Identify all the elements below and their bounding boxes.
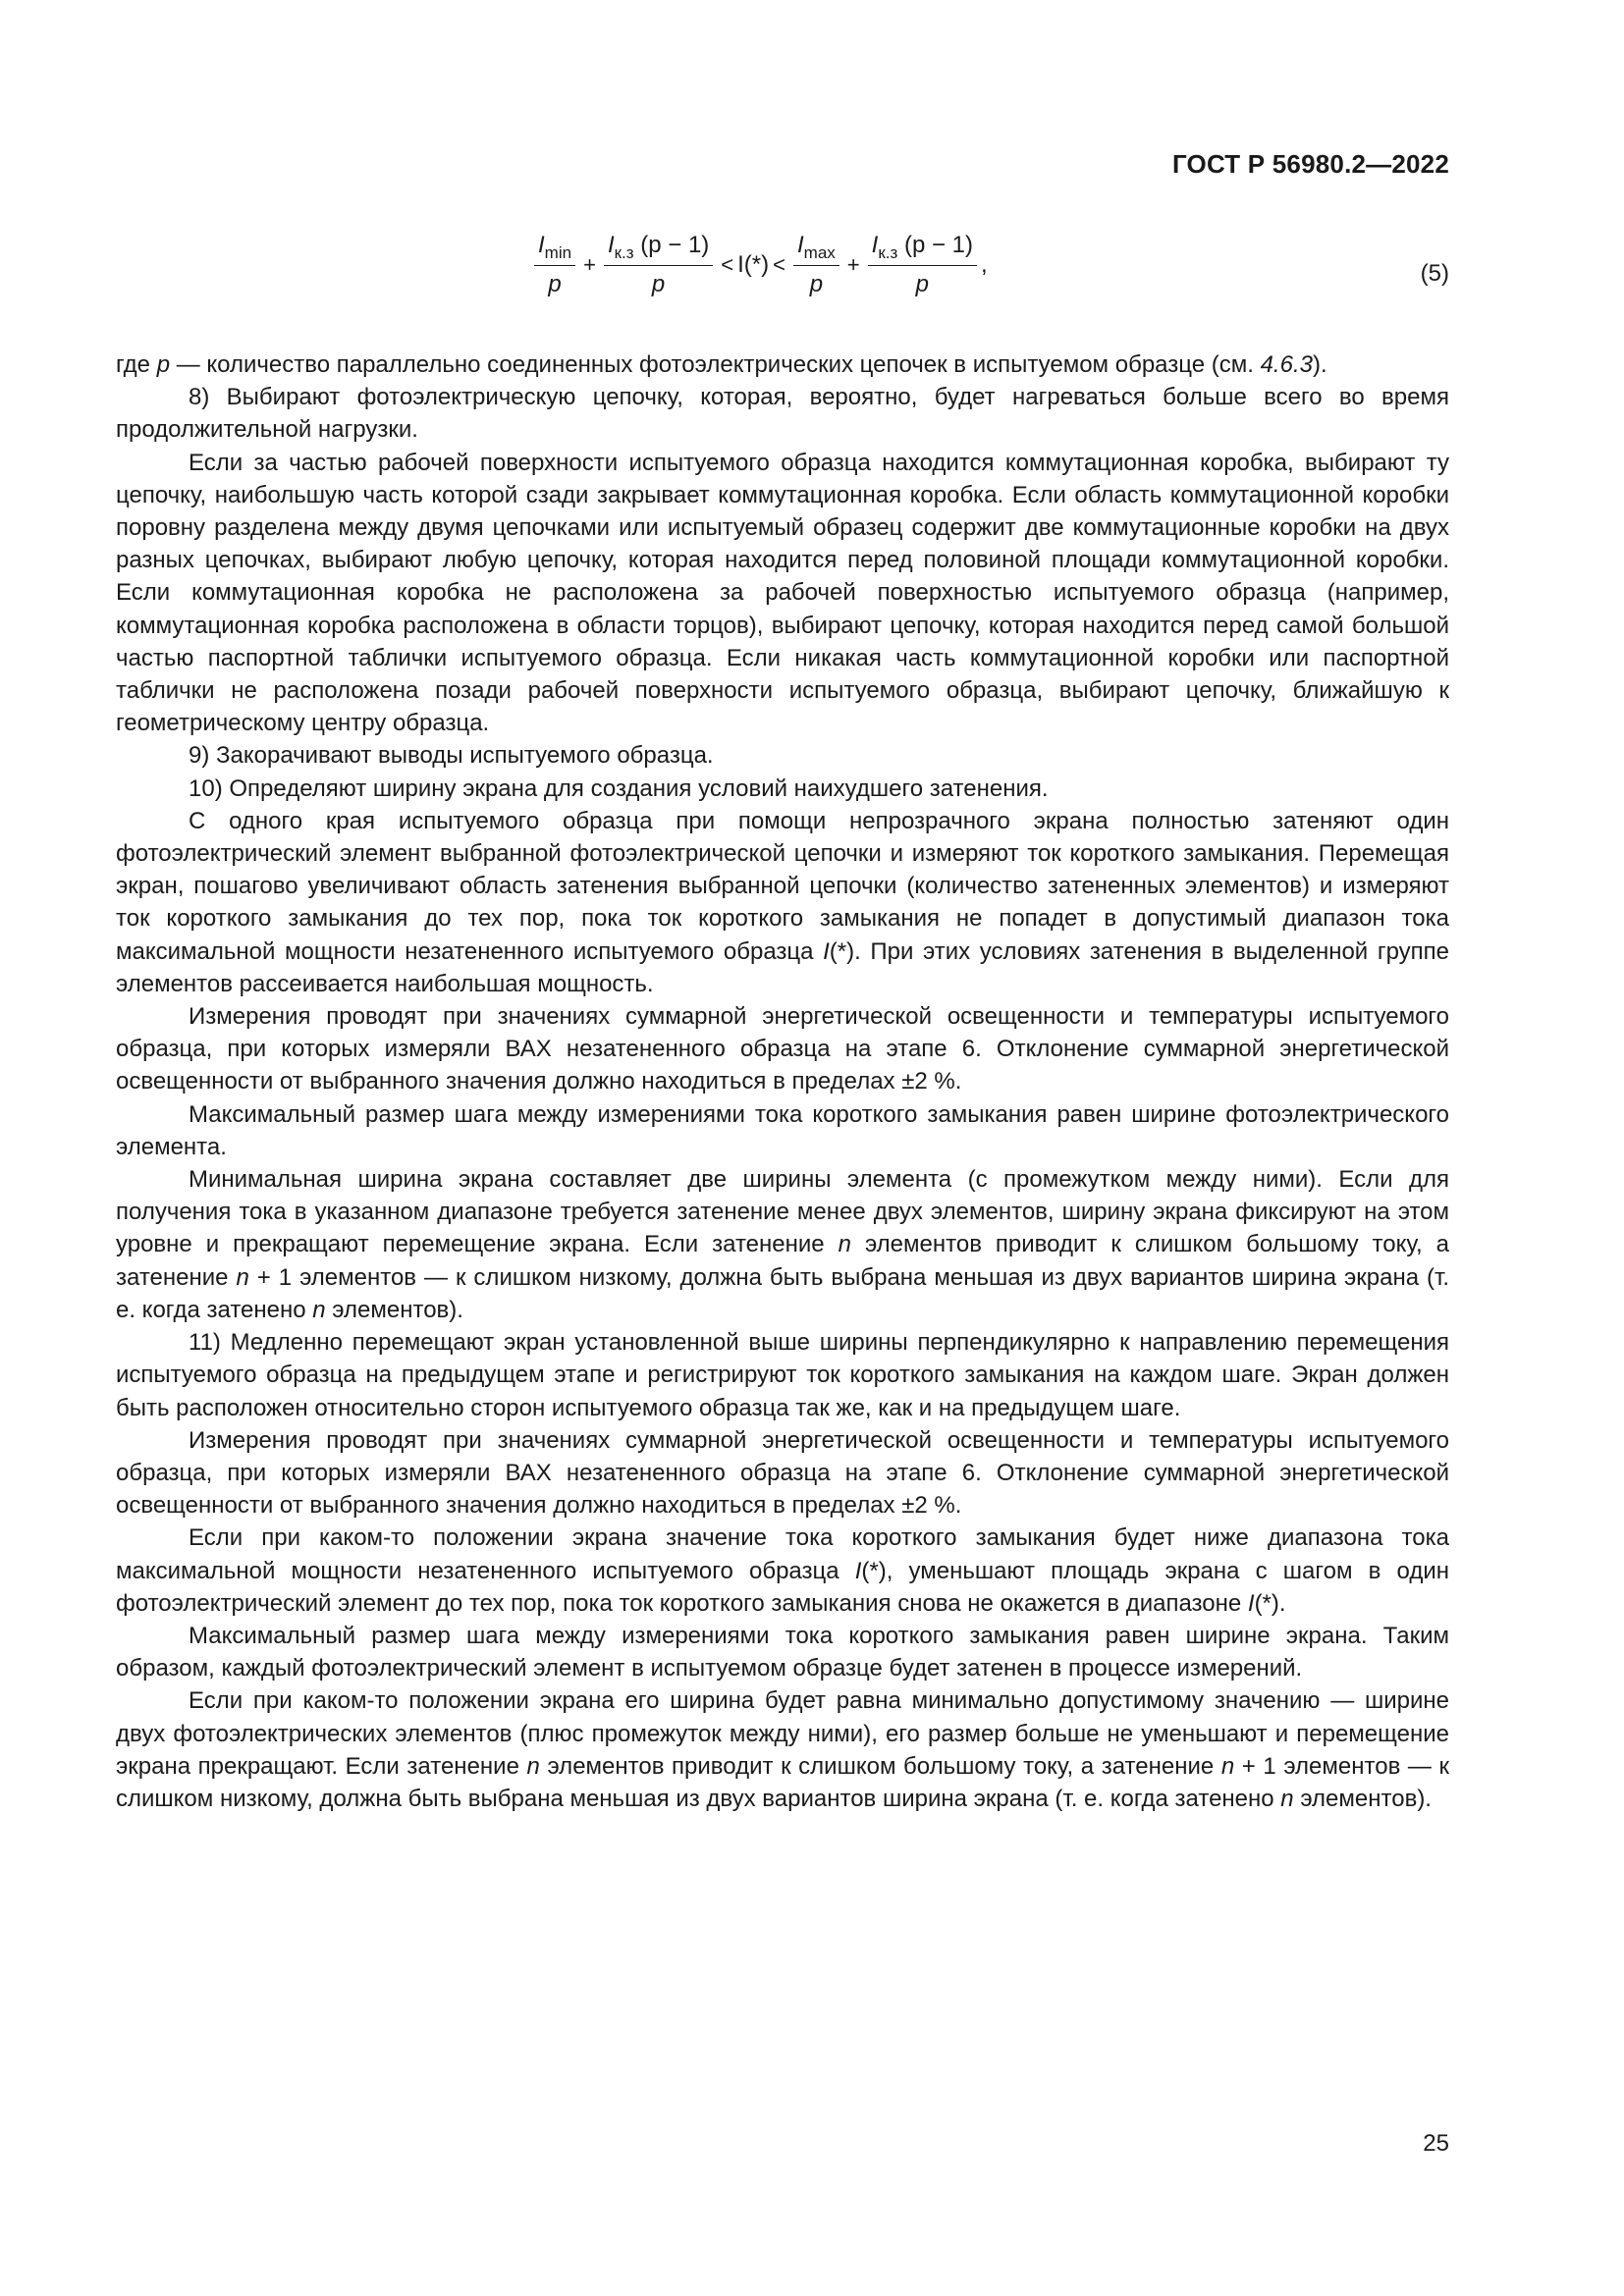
paragraph-step-size: Максимальный размер шага между измерениями тока короткого замыкания равен ширине фотоэлектрического элемента.: [116, 1100, 1449, 1160]
fraction-i-sc-left: $\frac{I_{к.з} (p - 1)}{p}$: [604, 232, 713, 298]
paragraph-measurement-conditions-2: Измерения проводят при значениях суммарной энергетической освещенности и температуры испытуемого образца, при которых измеряли ВАХ незатененного образца на этапе 6. Отклонение суммарной энергетической освещенности от выбранного значения должно находиться в пределах ±2 %.: [116, 1426, 1449, 1520]
page-number: 25: [1423, 2130, 1449, 2157]
paragraph-step-9: 9) Закорачивают выводы испытуемого образца.: [189, 742, 714, 770]
paragraph-shading-procedure: С одного края испытуемого образца при помощи непрозрачного экрана полностью затеняют один фотоэлектрический элемент выбранной фотоэлектрической цепочки и измеряют ток короткого замыкания. Перемещая экран, пошагово увеличивают область затенения выбранной цепочки (количество затененных элементов) и измеряют ток короткого замыкания до тех пор, пока ток короткого замыкания не попадет в допустимый диапазон тока максимальной мощности незатененного испытуемого образца I(*). При этих условиях затенения в выделенной группе элементов рассеивается наибольшая мощность.: [116, 807, 1449, 997]
paragraph-reduce-area: Если при каком-то положении экрана значение тока короткого замыкания будет ниже диапазона тока максимальной мощности незатененного испытуемого образца I(*), уменьшают площадь экрана с шагом в один фотоэлектрический элемент до тех пор, пока ток короткого замыкания снова не окажется в диапазоне I(*).: [116, 1524, 1449, 1617]
paragraph-junction-box: Если за частью рабочей поверхности испытуемого образца находится коммутационная коробка, выбирают ту цепочку, наибольшую часть которой сзади закрывает коммутационная коробка. Если область коммутационной коробки поровну разделена между двумя цепочками или испытуемый образец содержит две коммутационные коробки на двух разных цепочках, выбирают любую цепочку, которая находится перед половиной площади коммутационной коробки. Если коммутационная коробка не расположена за рабочей поверхностью испытуемого образца (например, коммутационная коробка расположена в области торцов), выбирают цепочку, которая находится перед самой большой частью паспортной таблички испытуемого образца. Если никакая часть коммутационной коробки или паспортной таблички не расположена позади рабочей поверхности испытуемого образца, выбирают цепочку, ближайшую к геометрическому центру образца.: [116, 449, 1449, 737]
fraction-i-max: $\frac{I_{max}}{p}$: [793, 232, 839, 298]
fraction-i-min: $\frac{I_{min}}{p}$: [534, 232, 575, 298]
current-i-star: I(*): [737, 250, 770, 278]
document-body: [116, 348, 1449, 1815]
plus-sign: +: [583, 251, 596, 277]
formula-5: [530, 232, 988, 298]
fraction-i-sc-right: $\frac{I_{к.з} (p - 1)}{p}$: [868, 232, 977, 298]
paragraph-minimum-width: Минимальная ширина экрана составляет две ширины элемента (с промежутком между ними). Если для получения тока в указанном диапазоне требуется затенение менее двух элементов, ширину экрана фиксируют на этом уровне и прекращают перемещение экрана. Если затенение n элементов приводит к слишком большому току, а затенение n + 1 элементов — к слишком низкому, должна быть выбрана меньшая из двух вариантов ширина экрана (т. е. когда затенено n элементов).: [116, 1166, 1449, 1323]
paragraph-minimum-width-stop: Если при каком-то положении экрана его ширина будет равна минимально допустимому значению — ширине двух фотоэлектрических элементов (плюс промежуток между ними), его размер больше не уменьшают и перемещение экрана прекращают. Если затенение n элементов приводит к слишком большому току, а затенение n + 1 элементов — к слишком низкому, должна быть выбрана меньшая из двух вариантов ширина экрана (т. е. когда затенено n элементов).: [116, 1687, 1449, 1812]
equation-number: (5): [1420, 260, 1449, 287]
document-code-header: ГОСТ Р 56980.2—2022: [1171, 149, 1449, 179]
paragraph-step-size-screen: Максимальный размер шага между измерениями тока короткого замыкания равен ширине экрана. Таким образом, каждый фотоэлектрический элемент в испытуемом образце будет затенен в процессе измерений.: [116, 1622, 1449, 1682]
paragraph-measurement-conditions: Измерения проводят при значениях суммарной энергетической освещенности и температуры испытуемого образца, при которых измеряли ВАХ незатененного образца на этапе 6. Отклонение суммарной энергетической освещенности от выбранного значения должно находиться в пределах ±2 %.: [116, 1003, 1449, 1095]
paragraph-step-8: 8) Выбирают фотоэлектрическую цепочку, которая, вероятно, будет нагреваться больше всего во время продолжительной нагрузки.: [116, 384, 1449, 444]
where-clause: где p — количество параллельно соединенных фотоэлектрических цепочек в испытуемом образце (см. 4.6.3).: [116, 351, 1327, 378]
formula-comma: ,: [981, 250, 988, 278]
less-than-sign: <: [773, 251, 785, 277]
paragraph-step-10: 10) Определяют ширину экрана для создания условий наихудшего затенения.: [189, 774, 1049, 802]
less-than-sign: <: [721, 251, 734, 277]
paragraph-step-11: 11) Медленно перемещают экран установленной выше ширины перпендикулярно к направлению перемещения испытуемого образца на предыдущем этапе и регистрируют ток короткого замыкания на каждом шаге. Экран должен быть расположен относительно сторон испытуемого образца так же, как и на предыдущем шаге.: [116, 1329, 1449, 1421]
plus-sign: +: [846, 251, 860, 277]
